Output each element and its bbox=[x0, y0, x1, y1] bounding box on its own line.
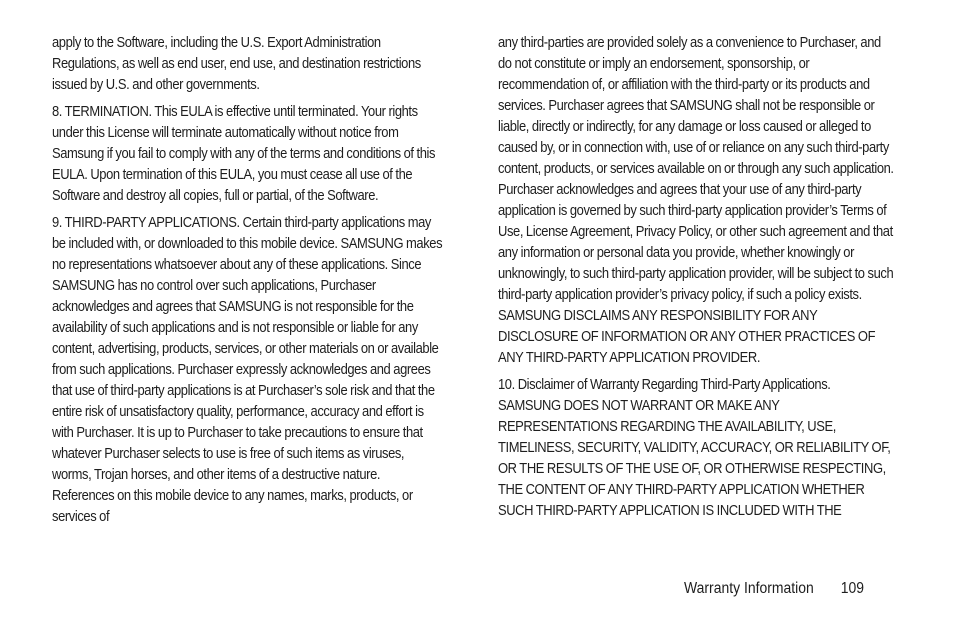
paragraph-third-party-continued: any third-parties are provided solely as a convenience to Purchaser, and do not constitute or imply an endorsement, sponsorship, or recommendation of, or affiliation with the third-party or its products and services. Purchaser agrees that SAMSUNG shall not be responsible or liable, directly or indirectly, for any damage or loss caused or alleged to caused by, or in connection with, use of or reliance on any such third-party content, products, or services available on or through any such application. Purchaser acknowledges and agrees that your use of any third-party application is governed by such third-party application provider’s Terms of Use, License Agreement, Privacy Policy, or other such agreement and that any information or personal data you provide, whether knowingly or unknowingly, to such third-party application provider, will be subject to such third-party application provider’s privacy policy, if such a policy exists. SAMSUNG DISCLAIMS ANY RESPONSIBILITY FOR ANY DISCLOSURE OF INFORMATION OR ANY OTHER PRACTICES OF ANY THIRD-PARTY APPLICATION PROVIDER. bbox=[498, 35, 894, 366]
left-column bbox=[52, 33, 444, 534]
page-footer bbox=[684, 578, 864, 600]
paragraph-disclaimer-of-warranty: 10. Disclaimer of Warranty Regarding Third-Party Applications. SAMSUNG DOES NOT WARRANT OR MAKE ANY REPRESENTATIONS REGARDING THE AVAILABILITY, USE, TIMELINESS, SECURITY, VALIDITY, ACCURACY, OR RELIABILITY OF, OR THE RESULTS OF THE USE OF, OR OTHERWISE RESPECTING, THE CONTENT OF ANY THIRD-PARTY APPLICATION WHETHER SUCH THIRD-PARTY APPLICATION IS INCLUDED WITH THE bbox=[498, 377, 891, 519]
footer-section-title: Warranty Information bbox=[684, 580, 814, 597]
right-column bbox=[498, 33, 894, 528]
paragraph-third-party-applications: 9. THIRD-PARTY APPLICATIONS. Certain third-party applications may be included with, or downloaded to this mobile device. SAMSUNG makes no representations whatsoever about any of these applications. Since SAMSUNG has no control over such applications, Purchaser acknowledges and agrees that SAMSUNG is not responsible for the availability of such applications and is not responsible or liable for any content, advertising, products, services, or other materials on or available from such applications. Purchaser expressly acknowledges and agrees that use of third-party applications is at Purchaser’s sole risk and that the entire risk of unsatisfactory quality, performance, accuracy and effort is with Purchaser. It is up to Purchaser to take precautions to ensure that whatever Purchaser selects to use is free of such items as viruses, worms, Trojan horses, and other items of a destructive nature. References on this mobile device to any names, marks, products, or services of bbox=[52, 215, 443, 525]
paragraph-export-regulations: apply to the Software, including the U.S. Export Administration Regulations, as well as end user, end use, and destination restrictions issued by U.S. and other governments. bbox=[52, 35, 421, 93]
paragraph-termination: 8. TERMINATION. This EULA is effective until terminated. Your rights under this License will terminate automatically without notice from Samsung if you fail to comply with any of the terms and conditions of this EULA. Upon termination of this EULA, you must cease all use of the Software and destroy all copies, full or partial, of the Software. bbox=[52, 104, 436, 204]
page-number: 109 bbox=[840, 580, 865, 597]
